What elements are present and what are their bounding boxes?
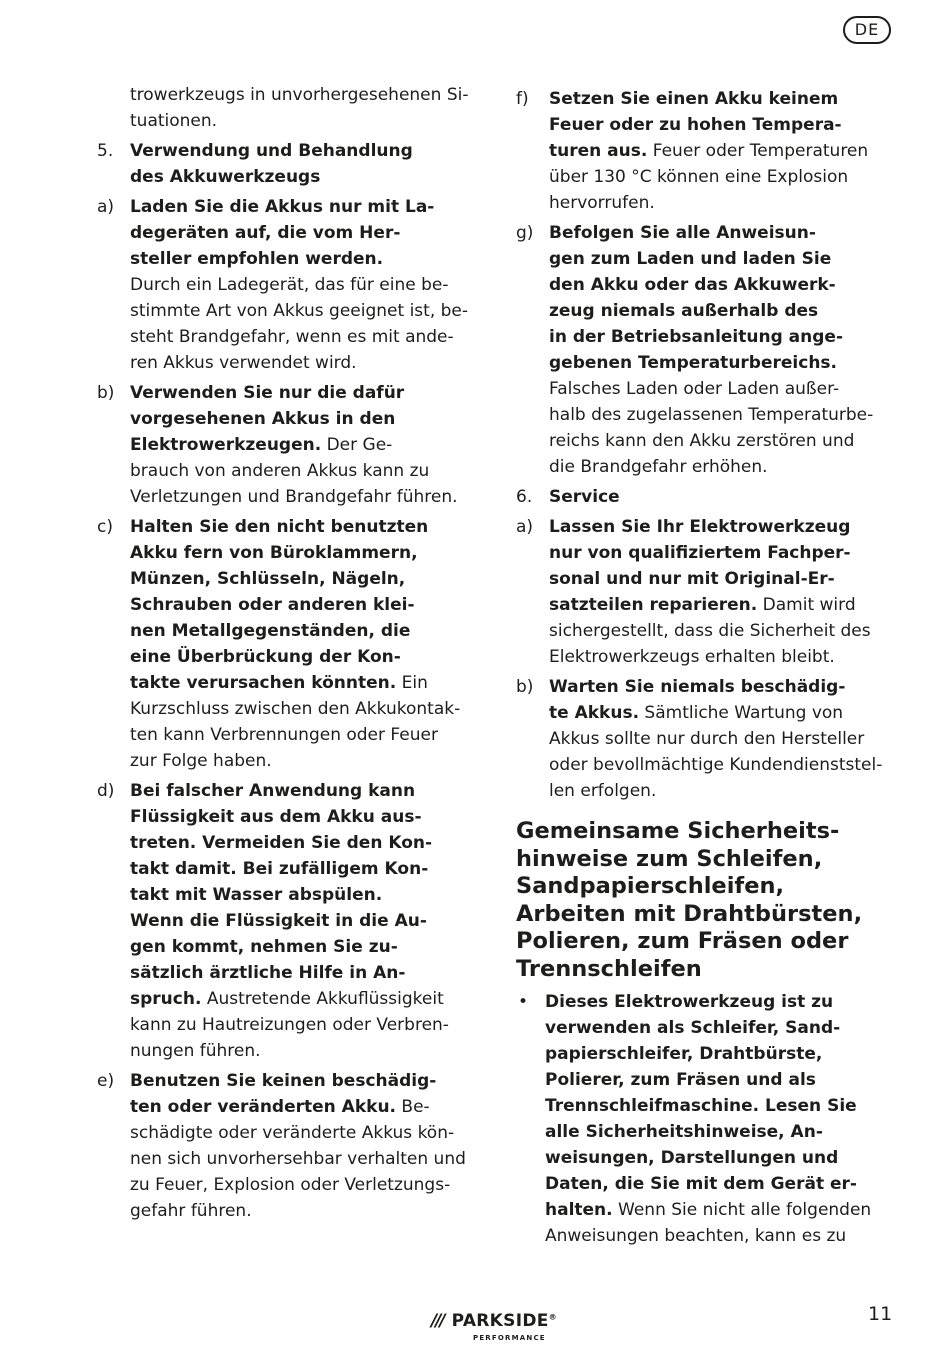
text-line bbox=[130, 1038, 482, 1064]
bold-text: vorgesehenen Akkus in den bbox=[130, 409, 396, 429]
text-line bbox=[549, 778, 898, 804]
text-line bbox=[130, 514, 482, 540]
bold-text: takte verursachen könnten. bbox=[130, 673, 397, 693]
body-text: steht Brandgefahr, wenn es mit ande- bbox=[130, 327, 454, 347]
text-line bbox=[549, 618, 898, 644]
bold-text: Feuer oder zu hohen Tempera- bbox=[549, 115, 842, 135]
text-line bbox=[549, 298, 898, 324]
heading-line: Trennschleifen bbox=[516, 955, 702, 982]
parkside-logo bbox=[431, 1311, 591, 1347]
list-item bbox=[97, 514, 482, 774]
text-line bbox=[130, 934, 482, 960]
item-marker: b) bbox=[97, 383, 115, 403]
text-line bbox=[549, 540, 898, 566]
text-line bbox=[130, 696, 482, 722]
text-line bbox=[549, 376, 898, 402]
text-line bbox=[130, 1094, 482, 1120]
text-line bbox=[549, 164, 898, 190]
bold-text: takt mit Wasser abspülen. bbox=[130, 885, 383, 905]
bold-text: satzteilen reparieren. bbox=[549, 595, 758, 615]
list-item bbox=[97, 194, 482, 376]
body-text: kann zu Hautreizungen oder Verbren- bbox=[130, 1015, 449, 1035]
text-line bbox=[549, 190, 898, 216]
text-line bbox=[545, 1171, 898, 1197]
language-badge: DE bbox=[843, 16, 891, 44]
bold-text: Dieses Elektrowerkzeug ist zu bbox=[545, 992, 834, 1012]
text-line bbox=[130, 432, 482, 458]
body-text: halb des zugelassenen Temperaturbe- bbox=[549, 405, 874, 425]
text-line bbox=[549, 700, 898, 726]
text-line bbox=[130, 960, 482, 986]
body-text: len erfolgen. bbox=[549, 781, 657, 801]
bold-text: Befolgen Sie alle Anweisun- bbox=[549, 223, 816, 243]
body-text: Damit wird bbox=[757, 595, 856, 615]
text-line bbox=[545, 1041, 898, 1067]
bold-text: Laden Sie die Akkus nur mit La- bbox=[130, 197, 435, 217]
body-text: nen sich unvorhersehbar verhalten und bbox=[130, 1149, 466, 1169]
text-line bbox=[549, 112, 898, 138]
heading-line: Arbeiten mit Drahtbürsten, bbox=[516, 900, 863, 927]
list-item bbox=[516, 674, 898, 804]
text-line bbox=[130, 350, 482, 376]
right-item-list-top bbox=[516, 86, 898, 480]
body-text: ren Akkus verwendet wird. bbox=[130, 353, 357, 373]
text-line bbox=[130, 722, 482, 748]
text-line bbox=[130, 1146, 482, 1172]
bold-text: Münzen, Schlüsseln, Nägeln, bbox=[130, 569, 406, 589]
text-line bbox=[549, 402, 898, 428]
body-text: hervorrufen. bbox=[549, 193, 655, 213]
registered-mark: ® bbox=[548, 1312, 557, 1322]
text-line bbox=[130, 986, 482, 1012]
item-marker: a) bbox=[516, 517, 534, 537]
body-text: Verletzungen und Brandgefahr führen. bbox=[130, 487, 458, 507]
bold-text: Schrauben oder anderen klei- bbox=[130, 595, 415, 615]
bold-text: gen kommt, nehmen Sie zu- bbox=[130, 937, 398, 957]
text-line bbox=[549, 138, 898, 164]
body-text: die Brandgefahr erhöhen. bbox=[549, 457, 768, 477]
left-item-list bbox=[97, 194, 482, 1224]
bold-text: Bei falscher Anwendung kann bbox=[130, 781, 416, 801]
text-line bbox=[545, 1119, 898, 1145]
section-number: 5. bbox=[97, 141, 114, 161]
text-line bbox=[130, 220, 482, 246]
body-text: über 130 °C können eine Explosion bbox=[549, 167, 849, 187]
continuation-text bbox=[130, 82, 482, 134]
text-line bbox=[549, 674, 898, 700]
text-line: des Akkuwerkzeugs bbox=[130, 167, 321, 187]
list-item bbox=[516, 86, 898, 216]
bold-text: in der Betriebsanleitung ange- bbox=[549, 327, 843, 347]
bold-text: den Akku oder das Akkuwerk- bbox=[549, 275, 836, 295]
bold-text: Elektrowerkzeugen. bbox=[130, 435, 322, 455]
body-text: Falsches Laden oder Laden außer- bbox=[549, 379, 840, 399]
body-text: Be- bbox=[396, 1097, 430, 1117]
text-line bbox=[130, 804, 482, 830]
text-line bbox=[130, 298, 482, 324]
list-item bbox=[97, 380, 482, 510]
bold-text: Lassen Sie Ihr Elektrowerkzeug bbox=[549, 517, 851, 537]
bold-text: Wenn die Flüssigkeit in die Au- bbox=[130, 911, 427, 931]
section-title: Service bbox=[549, 487, 620, 507]
text-line bbox=[130, 908, 482, 934]
text-line bbox=[549, 86, 898, 112]
text-line bbox=[130, 380, 482, 406]
text-line bbox=[545, 1197, 898, 1223]
bold-text: Trennschleifmaschine. Lesen Sie bbox=[545, 1096, 857, 1116]
item-marker: c) bbox=[97, 517, 113, 537]
bullet-item bbox=[516, 989, 898, 1249]
body-text: Feuer oder Temperaturen bbox=[647, 141, 869, 161]
text-line bbox=[130, 194, 482, 220]
page-number: 11 bbox=[868, 1303, 893, 1325]
section-5-title bbox=[97, 138, 482, 190]
body-text: Elektrowerkzeugs erhalten bleibt. bbox=[549, 647, 835, 667]
item-marker: e) bbox=[97, 1071, 115, 1091]
bold-text: nur von qualifiziertem Fachper- bbox=[549, 543, 851, 563]
body-text: ten kann Verbrennungen oder Feuer bbox=[130, 725, 438, 745]
text-line bbox=[549, 566, 898, 592]
text-line bbox=[130, 1068, 482, 1094]
text-line: tuationen. bbox=[130, 111, 218, 131]
body-text: Wenn Sie nicht alle folgenden bbox=[612, 1200, 872, 1220]
item-marker: g) bbox=[516, 223, 534, 243]
text-line bbox=[545, 989, 898, 1015]
body-text: nungen führen. bbox=[130, 1041, 261, 1061]
text-line bbox=[130, 246, 482, 272]
bold-text: degeräten auf, die vom Her- bbox=[130, 223, 401, 243]
logo-stripes-icon: /// bbox=[431, 1311, 444, 1331]
bold-text: Halten Sie den nicht benutzten bbox=[130, 517, 429, 537]
bold-text: eine Überbrückung der Kon- bbox=[130, 647, 401, 667]
body-text: Anweisungen beachten, kann es zu bbox=[545, 1226, 847, 1246]
bold-text: takt damit. Bei zufälligem Kon- bbox=[130, 859, 429, 879]
body-text: gefahr führen. bbox=[130, 1201, 252, 1221]
text-line bbox=[130, 618, 482, 644]
heading-line: Gemeinsame Sicherheits- bbox=[516, 818, 840, 844]
bold-text: Akku fern von Büroklammern, bbox=[130, 543, 418, 563]
body-text: Kurzschluss zwischen den Akkukontak- bbox=[130, 699, 461, 719]
item-marker: d) bbox=[97, 781, 115, 801]
text-line bbox=[130, 458, 482, 484]
bold-text: verwenden als Schleifer, Sand- bbox=[545, 1018, 841, 1038]
body-text: zur Folge haben. bbox=[130, 751, 272, 771]
bold-text: Flüssigkeit aus dem Akku aus- bbox=[130, 807, 422, 827]
bold-text: Warten Sie niemals beschädig- bbox=[549, 677, 846, 697]
text-line bbox=[549, 514, 898, 540]
text-line bbox=[130, 272, 482, 298]
text-line bbox=[549, 220, 898, 246]
text-line bbox=[130, 778, 482, 804]
heading-line: Polieren, zum Fräsen oder bbox=[516, 928, 849, 954]
body-text: reichs kann den Akku zerstören und bbox=[549, 431, 855, 451]
text-line bbox=[130, 540, 482, 566]
text-line bbox=[549, 592, 898, 618]
body-text: sichergestellt, dass die Sicherheit des bbox=[549, 621, 871, 641]
body-text: stimmte Art von Akkus geeignet ist, be- bbox=[130, 301, 469, 321]
text-line bbox=[130, 566, 482, 592]
bold-text: Daten, die Sie mit dem Gerät er- bbox=[545, 1174, 857, 1194]
text-line bbox=[130, 592, 482, 618]
text-line bbox=[545, 1093, 898, 1119]
list-item bbox=[97, 1068, 482, 1224]
bold-text: treten. Vermeiden Sie den Kon- bbox=[130, 833, 433, 853]
text-line bbox=[130, 406, 482, 432]
bold-text: Setzen Sie einen Akku keinem bbox=[549, 89, 839, 109]
bold-text: te Akkus. bbox=[549, 703, 640, 723]
body-text: Austretende Akkuflüssigkeit bbox=[201, 989, 444, 1009]
logo-text: PARKSIDE bbox=[451, 1311, 549, 1331]
heading-line: hinweise zum Schleifen, bbox=[516, 845, 823, 872]
text-line bbox=[549, 272, 898, 298]
body-text: brauch von anderen Akkus kann zu bbox=[130, 461, 430, 481]
text-line bbox=[545, 1015, 898, 1041]
list-item bbox=[516, 514, 898, 670]
bold-text: weisungen, Darstellungen und bbox=[545, 1148, 839, 1168]
item-marker: a) bbox=[97, 197, 115, 217]
text-line bbox=[130, 1198, 482, 1224]
bold-text: Polierer, zum Fräsen und als bbox=[545, 1070, 816, 1090]
bold-text: turen aus. bbox=[549, 141, 648, 161]
text-line bbox=[130, 1172, 482, 1198]
text-line bbox=[130, 856, 482, 882]
bold-text: spruch. bbox=[130, 989, 202, 1009]
item-marker: f) bbox=[516, 89, 529, 109]
bold-text: papierschleifer, Drahtbürste, bbox=[545, 1044, 823, 1064]
bold-text: Benutzen Sie keinen beschädig- bbox=[130, 1071, 437, 1091]
bold-text: sonal und nur mit Original-Er- bbox=[549, 569, 835, 589]
text-line bbox=[549, 454, 898, 480]
body-text: schädigte oder veränderte Akkus kön- bbox=[130, 1123, 455, 1143]
logo-wordmark bbox=[431, 1311, 557, 1331]
text-line bbox=[549, 752, 898, 778]
bold-text: sätzlich ärztliche Hilfe in An- bbox=[130, 963, 406, 983]
list-item bbox=[97, 778, 482, 1064]
item-marker: b) bbox=[516, 677, 534, 697]
bold-text: halten. bbox=[545, 1200, 613, 1220]
list-item bbox=[516, 220, 898, 480]
text-line bbox=[545, 1223, 898, 1249]
bold-text: nen Metallgegenständen, die bbox=[130, 621, 411, 641]
bold-text: alle Sicherheitshinweise, An- bbox=[545, 1122, 823, 1142]
text-line bbox=[130, 484, 482, 510]
text-line bbox=[545, 1067, 898, 1093]
text-line bbox=[549, 350, 898, 376]
text-line bbox=[130, 830, 482, 856]
text-line: Verwendung und Behandlung bbox=[130, 141, 413, 161]
text-line bbox=[549, 644, 898, 670]
right-column bbox=[516, 82, 898, 1249]
text-line bbox=[549, 726, 898, 752]
logo-subtitle: PERFORMANCE bbox=[473, 1334, 546, 1342]
text-line bbox=[130, 748, 482, 774]
text-line: trowerkzeugs in unvorhergesehenen Si- bbox=[130, 85, 469, 105]
body-text: zu Feuer, Explosion oder Verletzungs- bbox=[130, 1175, 451, 1195]
text-line bbox=[130, 882, 482, 908]
section-6-title bbox=[516, 484, 898, 510]
heading-line: Sandpapierschleifen, bbox=[516, 873, 785, 899]
section-number: 6. bbox=[516, 487, 533, 507]
text-line bbox=[130, 644, 482, 670]
text-line bbox=[549, 246, 898, 272]
bold-text: ten oder veränderten Akku. bbox=[130, 1097, 397, 1117]
bullet-marker: • bbox=[518, 992, 529, 1012]
text-line bbox=[545, 1145, 898, 1171]
text-line bbox=[549, 428, 898, 454]
text-line bbox=[130, 670, 482, 696]
body-text: Sämtliche Wartung von bbox=[639, 703, 844, 723]
section-heading bbox=[516, 818, 898, 983]
body-text: oder bevollmächtige Kundendienststel- bbox=[549, 755, 883, 775]
text-line bbox=[130, 1120, 482, 1146]
text-line bbox=[130, 1012, 482, 1038]
bold-text: gen zum Laden und laden Sie bbox=[549, 249, 832, 269]
body-text: Ein bbox=[396, 673, 428, 693]
text-line bbox=[549, 324, 898, 350]
bold-text: steller empfohlen werden. bbox=[130, 249, 384, 269]
body-text: Der Ge- bbox=[321, 435, 393, 455]
body-text: Akkus sollte nur durch den Hersteller bbox=[549, 729, 865, 749]
bullet-list bbox=[516, 989, 898, 1249]
left-column bbox=[97, 82, 482, 1224]
bold-text: zeug niemals außerhalb des bbox=[549, 301, 819, 321]
bold-text: gebenen Temperaturbereichs. bbox=[549, 353, 837, 373]
text-line bbox=[130, 324, 482, 350]
body-text: Durch ein Ladegerät, das für eine be- bbox=[130, 275, 449, 295]
right-item-list-bottom bbox=[516, 514, 898, 804]
bold-text: Verwenden Sie nur die dafür bbox=[130, 383, 405, 403]
